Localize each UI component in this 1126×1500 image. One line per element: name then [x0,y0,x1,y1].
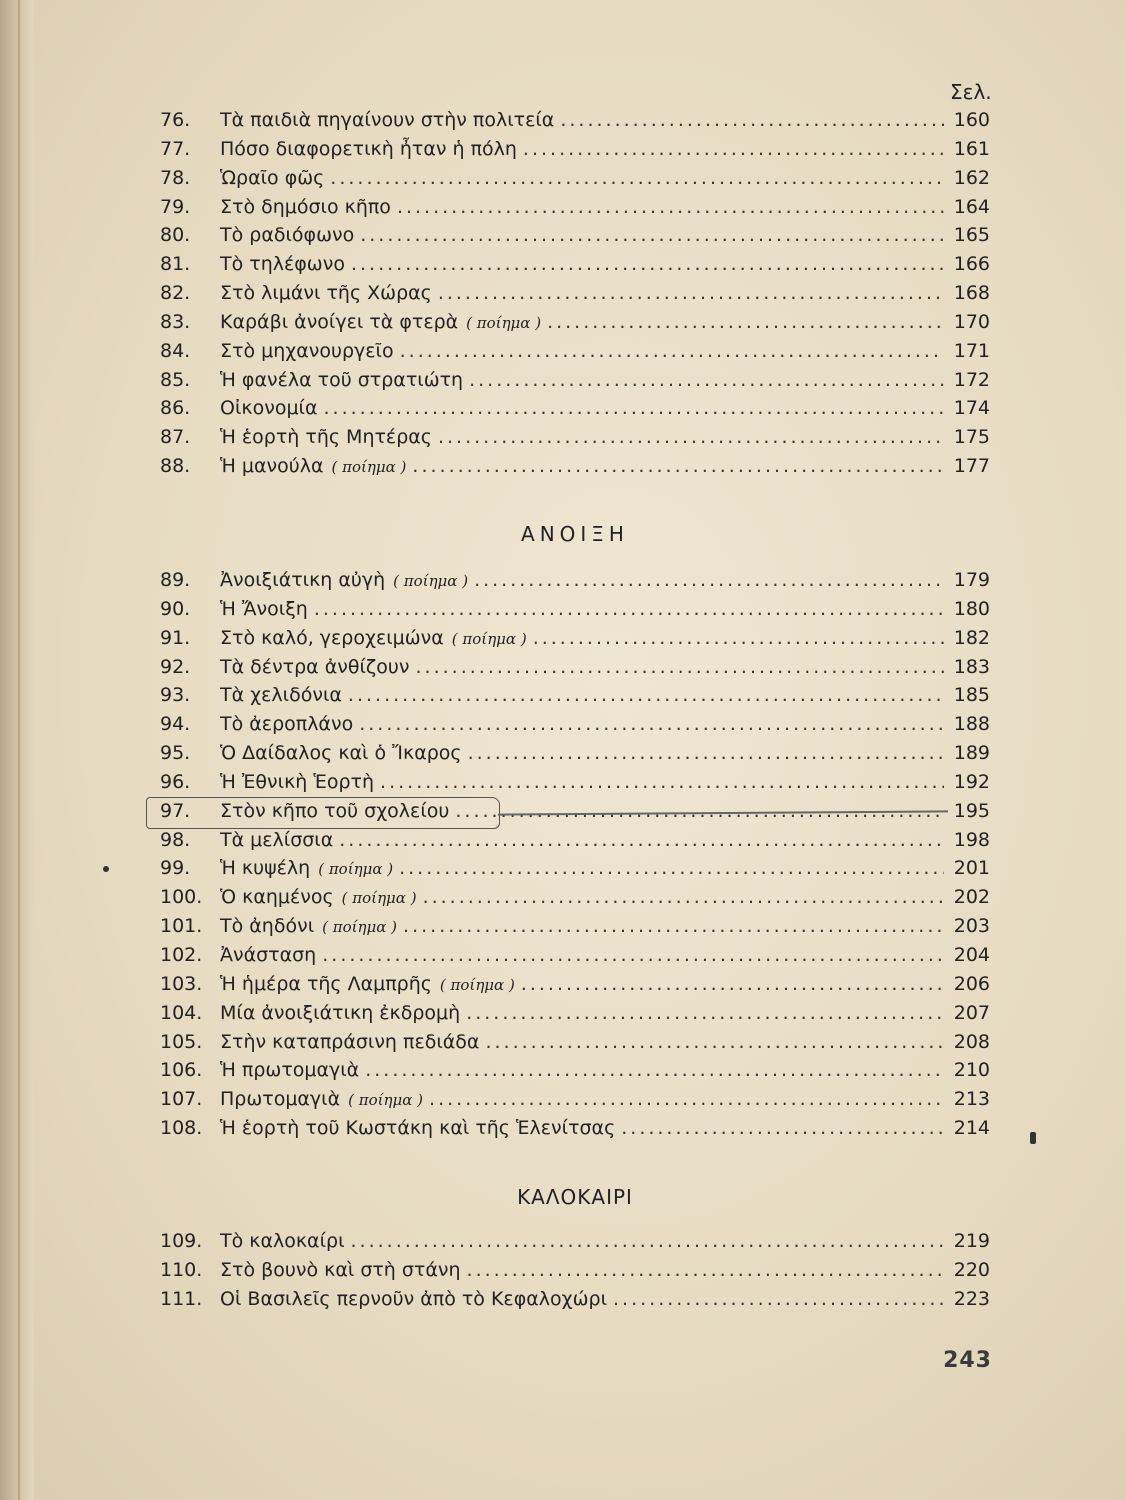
entry-title: Στὸν κῆπο τοῦ σχολείου [220,799,450,822]
dot-leader [412,452,944,481]
entry-number: 103. [160,972,203,995]
dot-leader [438,423,944,452]
entry-page: 202 [953,886,990,909]
entry-title: Στὸ δημόσιο κῆπο [220,195,391,218]
toc-entry [160,452,990,481]
entry-page: 175 [953,426,990,449]
toc-entry [160,1028,990,1057]
ink-speck [1030,1132,1036,1144]
entry-page: 203 [953,915,990,938]
entry-title: Ἡ ἑορτὴ τοῦ Κωστάκη καὶ τῆς Ἑλενίτσας [220,1117,616,1140]
toc-entry [160,423,990,452]
toc-section-summer [160,1227,990,1314]
dot-leader [348,681,944,710]
toc-entry [160,710,990,739]
toc-entry [160,941,990,970]
entry-title: Στὸ καλό, γεροχειμώνα [220,626,444,649]
toc-entry [160,999,990,1028]
entry-poem-label: ( ποίημα ) [451,629,527,648]
toc-entry [160,1056,990,1085]
entry-page: 195 [953,799,990,822]
entry-page: 192 [953,770,990,793]
entry-number: 86. [160,397,191,420]
entry-number: 108. [160,1117,203,1140]
dot-leader [533,624,944,653]
toc-entry [160,1114,990,1143]
entry-page: 204 [953,943,990,966]
entry-title: Πρωτομαγιὰ [220,1088,341,1111]
entry-page: 180 [953,597,990,620]
entry-number: 93. [160,684,191,707]
dot-leader [339,826,944,855]
page-number: 243 [943,1348,992,1373]
entry-poem-label: ( ποίημα ) [318,860,394,879]
entry-page: 214 [953,1117,990,1140]
entry-title: Τὰ μελίσσια [220,828,334,851]
entry-poem-label: ( ποίημα ) [322,918,398,937]
entry-number: 107. [160,1088,203,1111]
entry-number: 85. [160,368,191,391]
entry-number: 90. [160,597,191,620]
dot-leader [351,250,944,279]
entry-title: Τὰ χελιδόνια [220,684,342,707]
entry-page: 179 [953,569,990,591]
dot-leader [400,337,944,366]
dot-leader [621,1114,944,1143]
dot-leader [468,739,944,768]
entry-number: 96. [160,770,191,793]
binding-line [18,0,20,1500]
entry-page: 207 [953,1001,990,1024]
entry-page: 164 [953,195,990,218]
entry-page: 166 [953,253,990,276]
toc-entry [160,308,990,337]
toc-entry [160,221,990,250]
ink-speck [103,866,109,872]
entry-page: 162 [953,166,990,189]
section-heading-spring: ΑΝΟΙΞΗ [521,522,629,546]
entry-title: Ἡ κυψέλη [220,857,311,880]
entry-page: 183 [953,655,990,678]
dot-leader [521,970,944,999]
toc-entry [160,1227,990,1256]
entry-title: Ὁ καημένος [220,886,334,909]
entry-number: 78. [160,166,191,189]
entry-poem-label: ( ποίημα ) [331,458,407,477]
entry-title: Οἱ Βασιλεῖς περνοῦν ἀπὸ τὸ Κεφαλοχώρι [220,1287,608,1310]
toc-entry [160,912,990,941]
toc-section-city [160,106,990,481]
entry-number: 98. [160,828,191,851]
entry-title: Καράβι ἀνοίγει τὰ φτερὰ [220,310,459,333]
entry-title: Τὸ τηλέφωνο [220,253,345,276]
entry-number: 76. [160,109,191,131]
dot-leader [467,1256,944,1285]
entry-title: Ἡ μανούλα [220,455,324,478]
dot-leader [351,1227,944,1256]
entry-title: Οἰκονομία [220,397,318,420]
dot-leader [365,1056,944,1085]
toc-entry [160,1085,990,1114]
dot-leader [547,308,944,337]
entry-number: 81. [160,253,191,276]
entry-title: Στὸ λιμάνι τῆς Χώρας [220,282,432,305]
dot-leader [485,1028,944,1057]
entry-title: Ἡ Ἄνοιξη [220,597,308,620]
toc-entry [160,566,990,595]
section-heading-summer: ΚΑΛΟΚΑΙΡΙ [517,1185,633,1209]
entry-page: 185 [953,684,990,707]
entry-page: 171 [953,339,990,362]
dot-leader [613,1285,944,1314]
toc-entry [160,739,990,768]
dot-leader [469,366,944,395]
entry-title: Ὡραῖο φῶς [220,166,325,189]
dot-leader [380,768,944,797]
entry-number: 80. [160,224,191,247]
entry-title: Τὰ δέντρα ἀνθίζουν [220,655,410,678]
dot-leader [330,164,944,193]
dot-leader [423,883,944,912]
entry-number: 110. [160,1258,203,1281]
entry-title: Τὰ παιδιὰ πηγαίνουν στὴν πολιτεία [220,109,555,131]
entry-number: 109. [160,1230,203,1252]
entry-title: Πόσο διαφορετικὴ ἦταν ἡ πόλη [220,137,517,160]
entry-title: Ἡ πρωτομαγιὰ [220,1059,360,1082]
entry-title: Ἡ ἡμέρα τῆς Λαμπρῆς [220,972,432,995]
entry-title: Τὸ ἀηδόνι [220,915,315,938]
entry-number: 99. [160,857,191,880]
toc-entry [160,250,990,279]
entry-title: Τὸ ἀεροπλάνο [220,713,354,736]
entry-title: Ἡ φανέλα τοῦ στρατιώτη [220,368,464,391]
entry-number: 111. [160,1287,203,1310]
toc-entry [160,854,990,883]
entry-page: 206 [953,972,990,995]
toc-entry [160,394,990,423]
dot-leader [314,595,944,624]
toc-entry [160,279,990,308]
entry-page: 210 [953,1059,990,1082]
entry-poem-label: ( ποίημα ) [439,975,515,994]
entry-poem-label: ( ποίημα ) [341,889,417,908]
dot-leader [438,279,944,308]
toc-entry [160,595,990,624]
toc-section-spring [160,566,990,1143]
entry-number: 97. [160,799,191,822]
toc-entry [160,106,990,135]
dot-leader [399,854,944,883]
entry-number: 83. [160,310,191,333]
page-column-label: Σελ. [950,80,992,104]
entry-page: 172 [953,368,990,391]
entry-title: Στὴν καταπράσινη πεδιάδα [220,1030,480,1053]
entry-page: 201 [953,857,990,880]
toc-entry [160,366,990,395]
toc-entry [160,164,990,193]
dot-leader [560,106,944,135]
entry-poem-label: ( ποίημα ) [466,313,542,332]
entry-page: 189 [953,742,990,765]
entry-page: 223 [953,1287,990,1310]
entry-number: 91. [160,626,191,649]
entry-page: 168 [953,282,990,305]
entry-page: 165 [953,224,990,247]
toc-entry [160,768,990,797]
entry-number: 84. [160,339,191,362]
entry-number: 101. [160,915,203,938]
entry-number: 82. [160,282,191,305]
entry-title: Ἀνοιξιάτικη αὐγὴ [220,569,386,591]
toc-entry [160,337,990,366]
entry-title: Τὸ ραδιόφωνο [220,224,355,247]
entry-number: 106. [160,1059,203,1082]
entry-number: 88. [160,455,191,478]
toc-entry [160,193,990,222]
entry-page: 208 [953,1030,990,1053]
entry-number: 100. [160,886,203,909]
dot-leader [474,566,944,595]
dot-leader [523,135,944,164]
entry-page: 198 [953,828,990,851]
entry-number: 87. [160,426,191,449]
entry-number: 102. [160,943,203,966]
toc-entry [160,135,990,164]
dot-leader [360,221,944,250]
dot-leader [416,653,945,682]
dot-leader [403,912,944,941]
toc-entry [160,970,990,999]
entry-page: 220 [953,1258,990,1281]
entry-title: Τὸ καλοκαίρι [220,1230,345,1252]
entry-page: 177 [953,455,990,478]
entry-page: 219 [953,1230,990,1252]
handwritten-circle-mark [146,797,500,829]
entry-title: Ἡ ἑορτὴ τῆς Μητέρας [220,426,432,449]
entry-title: Στὸ βουνὸ καὶ στὴ στάνη [220,1258,461,1281]
toc-entry [160,1256,990,1285]
toc-entry [160,1285,990,1314]
entry-number: 92. [160,655,191,678]
entry-number: 104. [160,1001,203,1024]
entry-page: 182 [953,626,990,649]
dot-leader [324,394,945,423]
entry-page: 160 [953,109,990,131]
entry-number: 95. [160,742,191,765]
dot-leader [429,1085,944,1114]
entry-title: Ἀνάσταση [220,943,317,966]
toc-entry [160,883,990,912]
entry-number: 94. [160,713,191,736]
entry-number: 105. [160,1030,203,1053]
entry-page: 170 [953,310,990,333]
dot-leader [466,999,944,1028]
toc-entry [160,653,990,682]
entry-poem-label: ( ποίημα ) [393,572,469,590]
entry-page: 174 [953,397,990,420]
entry-number: 77. [160,137,191,160]
toc-entry [160,826,990,855]
dot-leader [397,193,944,222]
entry-title: Στὸ μηχανουργεῖο [220,339,394,362]
entry-title: Ὁ Δαίδαλος καὶ ὁ Ἴκαρος [220,742,462,765]
entry-page: 213 [953,1088,990,1111]
entry-title: Μία ἀνοιξιάτικη ἐκδρομὴ [220,1001,461,1024]
entry-page: 188 [953,713,990,736]
entry-poem-label: ( ποίημα ) [348,1091,424,1110]
toc-entry [160,681,990,710]
toc-entry [160,624,990,653]
dot-leader [359,710,944,739]
entry-page: 161 [953,137,990,160]
entry-number: 89. [160,569,191,591]
book-spine-shadow [0,0,34,1500]
entry-number: 79. [160,195,191,218]
entry-title: Ἡ Ἐθνικὴ Ἑορτὴ [220,770,375,793]
dot-leader [322,941,944,970]
